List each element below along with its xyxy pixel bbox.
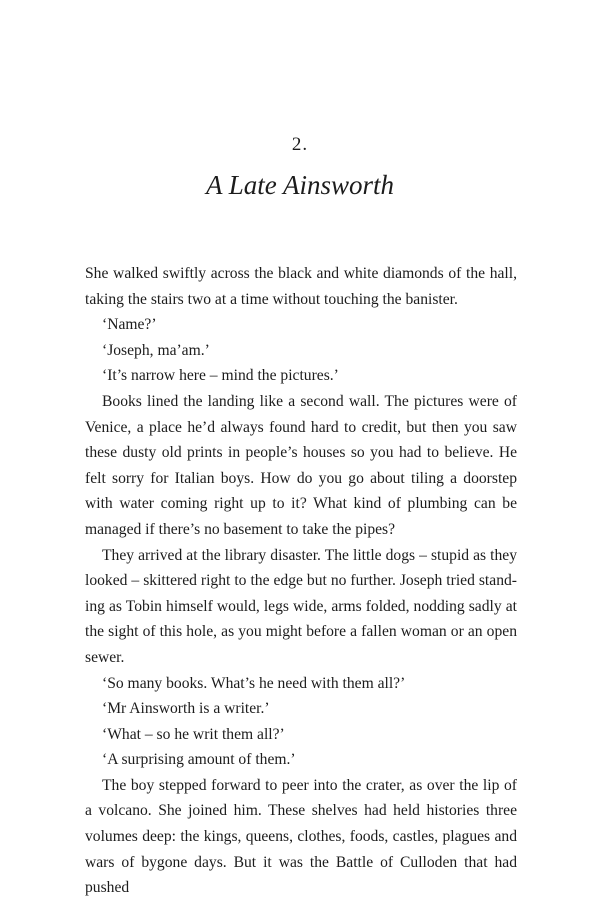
paragraph: They arrived at the library disaster. The little dogs – stupid as they looked – skittered right to the edge but no further. Joseph tried standing as Tobin himself would, legs wide, arms folded, nodding sadly at the sight of this hole, as you might before a fallen woman or an open sewer.: [85, 546, 517, 666]
paragraph: She walked swiftly across the black and white diamonds of the hall, taking the stairs two at a time without touching the banister.: [85, 265, 517, 308]
paragraph: The boy stepped forward to peer into the crater, as over the lip of a volcano. She joined him. These shelves had held histories three volumes deep: the kings, queens, clothes, foods, castles, plagues and wars of bygone days. But it was the Battle of Culloden that had pushed: [85, 776, 517, 897]
paragraph: ‘Name?’: [102, 316, 157, 334]
paragraph: ‘A surprising amount of them.’: [102, 751, 296, 769]
chapter-body: [85, 261, 517, 901]
paragraph: Books lined the landing like a second wall. The pictures were of Venice, a place he’d always found hard to credit, but then you saw these dusty old prints in people’s houses so you had to believe. He felt sorry for Italian boys. How do you go about tiling a doorstep with water coming right up to it? What kind of plumbing can be managed if there’s no basement to take the pipes?: [85, 392, 517, 538]
paragraph: ‘What – so he writ them all?’: [102, 725, 285, 743]
chapter-number: 2.: [291, 134, 309, 155]
paragraph: ‘Joseph, ma’am.’: [102, 341, 210, 359]
paragraph: ‘So many books. What’s he need with them all?’: [102, 674, 406, 692]
chapter-title: A Late Ainsworth: [205, 170, 395, 200]
paragraph: ‘It’s narrow here – mind the pictures.’: [102, 367, 339, 385]
paragraph: ‘Mr Ainsworth is a writer.’: [102, 700, 270, 718]
